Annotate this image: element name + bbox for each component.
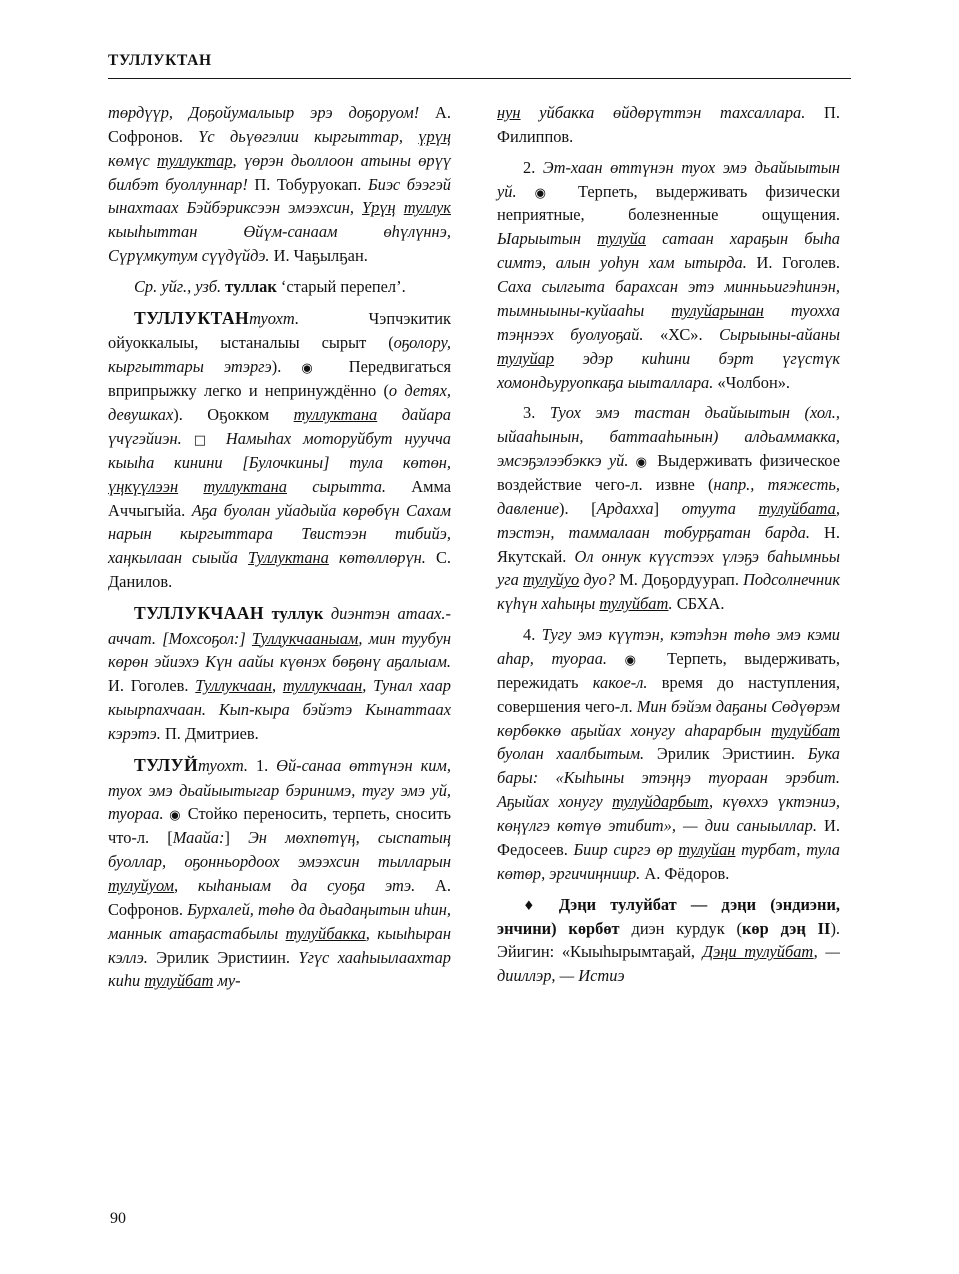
header-rule xyxy=(108,78,851,79)
example-keyword: туллук xyxy=(403,198,451,218)
example-citation: . xyxy=(668,594,673,614)
example-citation: Биэс бээгэй ынахтаах Бэйбэриксээн эмээхсин, xyxy=(108,174,451,218)
example-citation: , xyxy=(271,676,283,696)
example-citation: туохха тэңнээх буолуоҕай. xyxy=(497,300,841,344)
example-citation: Ыарыытын xyxy=(497,229,598,249)
example-keyword: Туллукчааныам xyxy=(251,628,359,648)
example-citation xyxy=(178,477,203,496)
example-citation: Эн мөхпөтүң, сыспатың буоллар, оҕонньордоох эмээхсин тылларын xyxy=(108,828,451,872)
example-keyword: тулуйан xyxy=(678,839,736,859)
source-attribution: П. Дмитриев. xyxy=(160,724,259,744)
entry-tullukchaan xyxy=(108,601,451,746)
example-citation: төрдүүр, Доҕойумалыыр эрэ доҕоруом! xyxy=(108,103,420,122)
source-attribution: «Чолбон». xyxy=(713,372,791,392)
headword: ТУЛУЙ xyxy=(134,754,199,775)
source-attribution: И. Гоголев. xyxy=(746,253,840,273)
example-citation: Саха сылгыта барахсан этэ миннььигэһинэн, тымныыны-куйааһы xyxy=(497,277,840,320)
example-citation xyxy=(396,198,404,217)
example-keyword: нун xyxy=(497,103,521,122)
example-keyword: туллукчаан xyxy=(282,676,363,696)
phraseme-gloss: диэн курдук ( xyxy=(619,918,742,938)
example-citation: көтөллөрүн. xyxy=(328,548,426,568)
definition-note: оҕолору, кыргыттары этэргэ xyxy=(108,333,451,377)
example-keyword: үңкүүлээн xyxy=(108,476,179,496)
diamond-icon: ♦ xyxy=(523,898,545,914)
etymology-gloss: ‘старый перепел’. xyxy=(276,277,406,297)
example-keyword: туллуктана xyxy=(203,476,287,496)
grammatical-note: диэнтэн атаах.-аччат. [ xyxy=(108,604,451,648)
example-citation: Биир сиргэ өр xyxy=(573,839,679,859)
example-keyword: тулуйуо xyxy=(523,570,580,590)
definition-note: напр., тяжесть, давление xyxy=(497,474,840,518)
example-keyword: тулуйар xyxy=(497,348,555,368)
running-head: ТУЛЛУКТАН xyxy=(108,52,212,69)
example-keyword: Туллукчаан xyxy=(195,676,272,696)
source-attribution: М. Доҕордуурап. xyxy=(615,570,744,590)
example-citation: Үс дьүөгэлии кыргыттар, xyxy=(198,126,419,146)
example-keyword: тулуйбат xyxy=(771,720,840,740)
definition-yakut: Эт-хаан өттүнэн туох эмэ дьайыытын уй. xyxy=(497,157,840,201)
definition-yakut: ). xyxy=(271,357,282,377)
example-citation: эдэр киһини бэрт үгүстүк хомондьуруопкаҕа ыыталлара. xyxy=(497,348,840,392)
paragraph-continuation xyxy=(497,101,840,149)
example-citation: турбат, тула көтөр, эргичиңниир. xyxy=(497,839,840,883)
example-keyword: туллуктар xyxy=(157,150,233,170)
example-keyword: Туллуктана xyxy=(247,548,329,568)
definition-russian: ). Оҕокком xyxy=(173,405,294,425)
definition-russian: Терпеть, выдерживать физически неприятные, болезненные ощущения. xyxy=(497,181,840,225)
source-attribution: А. Софронов. xyxy=(108,103,451,146)
example-citation: сатаан хараҕын быһа симтэ, алын уоһун хам ытырда. xyxy=(497,229,840,273)
definition-russian: ). [ xyxy=(559,498,597,518)
example-citation: уйбакка өйдөрүттэн тахсаллара. xyxy=(520,103,806,122)
example-citation: отуута xyxy=(681,498,759,518)
citation-speaker: Мохсоҕол: xyxy=(168,628,240,648)
source-attribution: Н. Якутскай. xyxy=(497,522,840,566)
example-citation: Аҕа буолан уйадыйа көрөбүн Сахам нарын кыргыттара Твистээн тибийэ, хаңкылаан сыыйа xyxy=(108,500,451,568)
circle-dot-icon: ◉ xyxy=(534,185,560,201)
source-attribution: С. Данилов. xyxy=(108,548,451,592)
source-attribution: И. Гоголев. xyxy=(108,676,196,696)
example-citation: , тэстэн, таммалаан тобурҕатан барда. xyxy=(497,498,840,542)
definition-note: о детях, девушках xyxy=(108,381,451,425)
example-keyword: тулуйбат xyxy=(599,594,669,614)
definition-russian: ] xyxy=(224,828,249,848)
definition-russian: время до наступления, совершения чего-л. xyxy=(497,672,840,716)
citation-speaker: Маайа: xyxy=(172,828,225,848)
sense-number: 1. xyxy=(248,755,277,775)
source-attribution: А. Софронов. xyxy=(108,875,451,919)
definition-russian: Передвигаться вприпрыжку легко и непринуждённо ( xyxy=(108,357,452,401)
cross-reference-sense: II xyxy=(805,918,831,938)
example-citation: дайара үчүгэйиэн. xyxy=(108,405,451,448)
citation-bracket: Ардахха xyxy=(596,498,654,518)
etymology-form: туллак xyxy=(225,277,277,297)
circle-dot-icon: ◉ xyxy=(169,808,183,824)
example-citation: , мин туубун көрөн эйиэхэ Күн аайы күөнэх бөҕөнү аҕалыам. xyxy=(108,628,451,672)
source-attribution: П. Филиппов. xyxy=(497,103,840,146)
circle-dot-icon: ◉ xyxy=(635,455,651,471)
example-citation: дуо? xyxy=(579,570,616,590)
sense-number: 4. xyxy=(523,625,542,645)
sense-number: 2. xyxy=(523,157,543,177)
example-citation: Подсолнечник күһүн хаһыңы xyxy=(497,570,840,614)
headword: ТУЛЛУКЧААН xyxy=(134,603,264,624)
phraseme-gloss: ). Эйигин: «Кыыһырымтаҕай, xyxy=(497,918,841,962)
example-citation-name: Булочкины xyxy=(248,452,324,472)
example-citation: Үгүс хааһыылаахтар киһи xyxy=(108,947,451,991)
source-attribution: А. Фёдоров. xyxy=(640,863,730,883)
example-keyword: Дэңи тулуйбат xyxy=(702,942,814,962)
example-citation: Сырыыны-айаны xyxy=(719,324,840,344)
example-citation: Намыһах моторуйбут нуучча кыыһа кинини [ xyxy=(108,428,451,472)
cross-reference: көр дэң xyxy=(741,918,806,938)
circle-dot-icon: ◉ xyxy=(301,361,329,377)
example-citation: буолан хаалбытым. xyxy=(497,744,645,764)
example-citation: , күөххэ үктэниэ, көңүлгэ көтүө этибит», — дии саныыллар. xyxy=(497,792,840,836)
example-citation: Мин бэйэм даҕаны Сөдүөрэм көрбөккө аҕыйах хонугу аһарарбын xyxy=(497,696,840,740)
example-keyword: тулуйа xyxy=(597,229,646,249)
example-citation: , кыһаныам да суоҕа этэ. xyxy=(173,875,416,895)
source-attribution: И. Чаҕылҕан. xyxy=(269,246,368,266)
phraseme-entry xyxy=(497,893,840,988)
source-attribution: П. Тобуруокап. xyxy=(247,174,368,194)
circle-dot-icon: ◉ xyxy=(624,653,650,668)
example-keyword: тулуйбакка xyxy=(285,923,366,943)
example-keyword: тулуйуом xyxy=(108,875,174,895)
example-citation: , үөрэн дьоллоон атыны өрүү билбэт буоллуннар! xyxy=(108,150,451,194)
source-attribution: СБХА. xyxy=(672,594,725,614)
two-column-body xyxy=(108,101,851,993)
example-keyword: тулуйбат xyxy=(144,971,214,991)
example-citation: Бука бары: «Кыһыны этэңңэ туораан эрэбит. Аҕыйах хонугу xyxy=(497,744,840,812)
left-column xyxy=(108,101,451,993)
definition-yakut: Өй-санаа өттүнэн ким, туох эмэ дьайыытыгар бэринимэ, тугу эмэ уй, туораа. xyxy=(108,755,451,824)
definition-russian: Терпеть, выдерживать, пережидать xyxy=(497,649,841,692)
example-citation: му- xyxy=(213,971,241,991)
open-square-icon: □ xyxy=(193,432,214,448)
source-attribution: Эрилик Эристиин. xyxy=(644,744,808,764)
example-citation: ] тула көтөн, xyxy=(323,452,451,472)
example-keyword: туллуктана xyxy=(293,405,378,425)
source-attribution: И. Федосеев. xyxy=(497,816,840,859)
sense-2 xyxy=(497,156,840,395)
example-citation: сырытта. xyxy=(286,476,387,496)
example-keyword: тулуйдарбыт xyxy=(612,792,710,812)
definition-russian: Выдерживать физическое воздействие чего-л. извне ( xyxy=(497,451,840,494)
example-keyword: тулуйарынан xyxy=(671,300,764,320)
sense-3 xyxy=(497,401,840,616)
example-citation: кыыһыттан Өйүм-санаам өһүлүннэ, Сүрүмкутум сүүдүйдэ. xyxy=(108,222,451,266)
sense-number: 3. xyxy=(523,403,550,423)
example-citation: Ол оннук күүстээх үлэҕэ баһымньы уга xyxy=(497,546,840,590)
example-citation: Бурхалей, төһө да дьадаңытын иһин, маннык атаҕастабылы xyxy=(108,899,451,943)
definition-yakut: Тугу эмэ күүтэн, кэтэһэн төһө эмэ кэми аһар, туораа. xyxy=(497,625,841,668)
definition-russian: Стойко переносить, терпеть, сносить что-л. [ xyxy=(108,804,451,848)
definition-yakut: Туох эмэ тастан дьайыытын (хол., ыйааһынын, баттааһынын) алдьаммакка, эмсэҕэлээбэккэ уй. xyxy=(497,403,841,471)
example-keyword: тулуйбата xyxy=(758,498,836,518)
source-attribution: Эрилик Эристиин. xyxy=(147,947,299,967)
entry-tulluktan xyxy=(108,306,451,594)
definition-russian: ] xyxy=(653,498,682,518)
base-form: туллук xyxy=(271,604,324,624)
right-column xyxy=(497,101,840,988)
grammatical-note: ] xyxy=(239,628,252,648)
part-of-speech: туохт. xyxy=(249,308,300,328)
definition-note: какое-л. xyxy=(592,672,648,692)
source-attribution: «ХС». xyxy=(643,324,720,344)
phraseme-headword: Дэңи тулуйбат — дэңи (эндиэни, энчини) көрбөт xyxy=(497,894,840,938)
example-citation: , кыыһыран кэллэ. xyxy=(108,923,451,967)
etymology-paragraph xyxy=(108,275,451,299)
etymology-label: Ср. уйг., узб. xyxy=(134,277,226,297)
entry-tuluy xyxy=(108,753,451,993)
definition-yakut: Чэпчэкитик ойуоккалыы, ыстаналыы сырыт ( xyxy=(108,308,451,353)
paragraph-continuation xyxy=(108,101,451,268)
sense-4 xyxy=(497,623,840,886)
example-keyword: Үрүң xyxy=(361,198,396,218)
page-number: 90 xyxy=(110,1210,126,1227)
example-citation: , — дииллэр, — Истиэ xyxy=(497,942,840,986)
example-keyword: үрүң xyxy=(418,126,451,146)
example-citation: көмүс xyxy=(108,150,158,170)
headword: ТУЛЛУКТАН xyxy=(134,307,250,328)
source-attribution: Амма Аччыгыйа. xyxy=(108,476,452,520)
example-citation: , Тунал хаар кыырпахчаан. Кып-кыра бэйэтэ Кынаттаах кэрэтэ. xyxy=(108,676,451,744)
part-of-speech: туохт. xyxy=(198,755,249,775)
